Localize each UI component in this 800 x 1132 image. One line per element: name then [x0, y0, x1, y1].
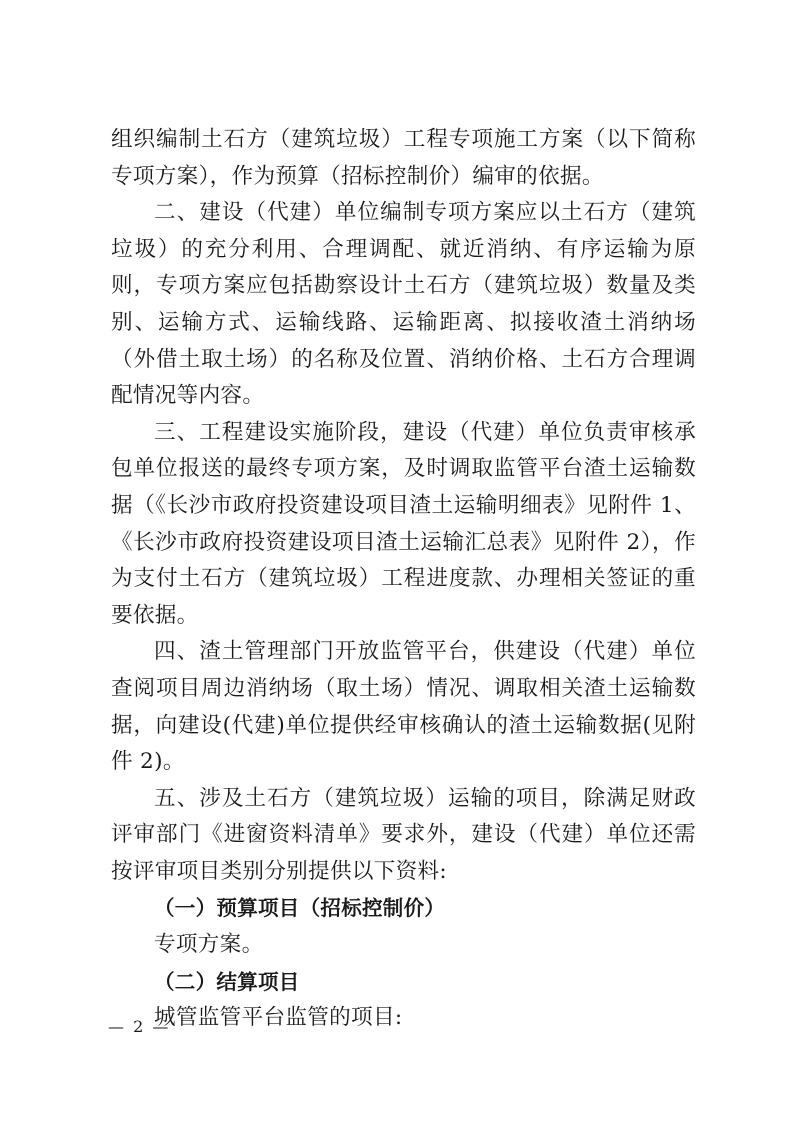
- section-heading: （二）结算项目: [154, 969, 300, 994]
- paragraph: 城管监管平台监管的项目:: [154, 1005, 403, 1031]
- section-heading: （一）预算项目（招标控制价）: [154, 896, 446, 921]
- page-number: — 2 —: [108, 1017, 171, 1036]
- paragraph: 专项方案。: [154, 932, 264, 958]
- document-body: [111, 122, 696, 1037]
- paragraph: 二、建设（代建）单位编制专项方案应以土石方（建筑垃圾）的充分利用、合理调配、就近消纳、有序运输为原则，专项方案应包括勘察设计土石方（建筑垃圾）数量及类别、运输方式、运输线路、运输距离、拟接收渣土消纳场（外借土取土场）的名称及位置、消纳价格、土石方合理调配情况等内容。: [111, 200, 696, 409]
- paragraph: 四、渣土管理部门开放监管平台，供建设（代建）单位查阅项目周边消纳场（取土场）情况、调取相关渣土运输数据，向建设(代建)单位提供经审核确认的渣土运输数据(见附件 2)。: [111, 639, 696, 775]
- paragraph: 五、涉及土石方（建筑垃圾）运输的项目，除满足财政评审部门《进窗资料清单》要求外，建设（代建）单位还需按评审项目类别分别提供以下资料:: [111, 785, 696, 884]
- paragraph: 组织编制土石方（建筑垃圾）工程专项施工方案（以下简称专项方案），作为预算（招标控制价）编审的依据。: [111, 127, 696, 189]
- paragraph: 三、工程建设实施阶段，建设（代建）单位负责审核承包单位报送的最终专项方案，及时调取监管平台渣土运输数据（《长沙市政府投资建设项目渣土运输明细表》见附件 1、《长沙市政府投资建设项目渣土运输汇总表》见附件 2），作为支付土石方（建筑垃圾）工程进度款、办理相关签证的重要依据。: [111, 419, 696, 628]
